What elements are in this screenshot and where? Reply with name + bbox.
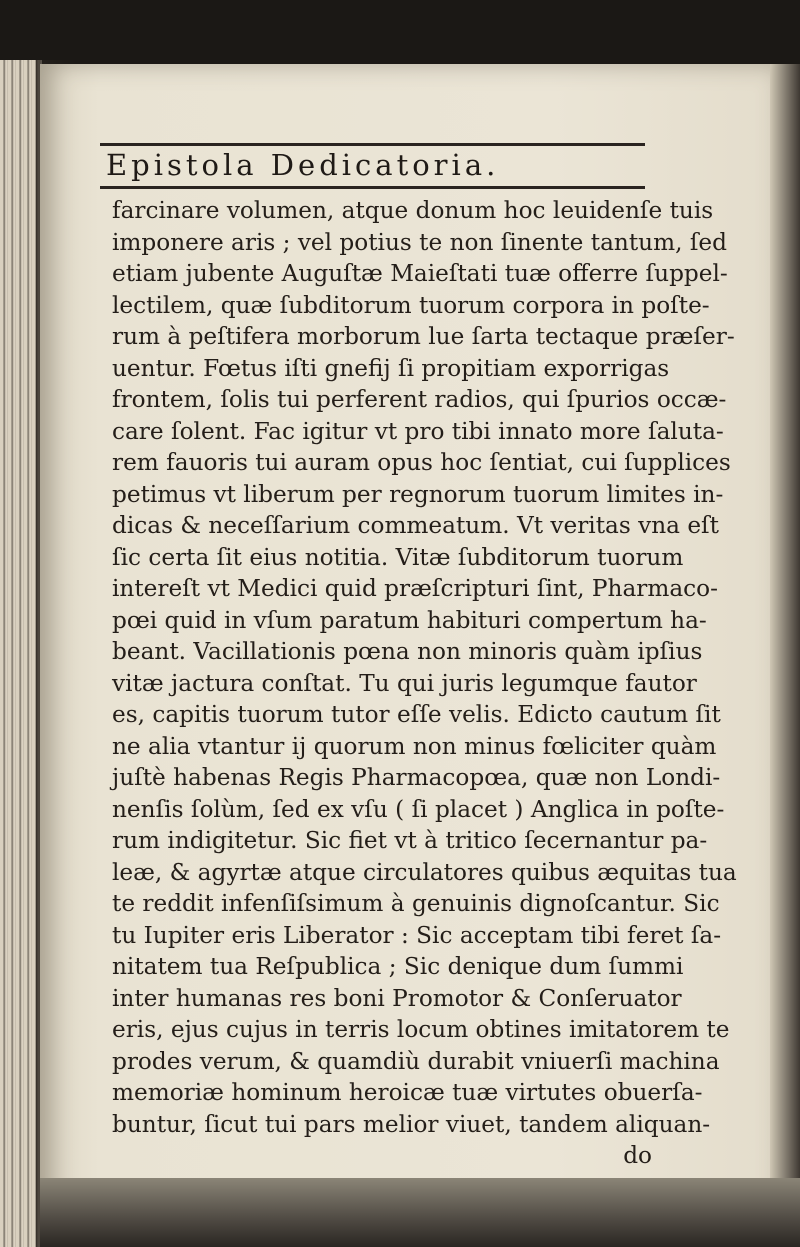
text-line: memoriæ hominum heroicæ tuæ virtutes obuerſa- xyxy=(112,1079,703,1106)
text-line: ne alia vtantur ij quorum non minus fœliciter quàm xyxy=(112,732,717,760)
text-line: rum indigitetur. Sic fiet vt à tritico ſecernantur pa- xyxy=(112,827,708,854)
text-line: es, capitis tuorum tutor eſſe velis. Edicto cautum ſit xyxy=(112,701,721,728)
text-line: care ſolent. Fac igitur vt pro tibi innato more ſaluta- xyxy=(112,417,724,445)
text-line: buntur, ſicut tui pars melior viuet, tandem aliquan- xyxy=(112,1110,711,1138)
page-edge-right xyxy=(770,64,800,1247)
text-line: tu Iupiter eris Liberator : Sic acceptam tibi feret ſa- xyxy=(112,921,722,949)
text-line: prodes verum, & quamdiù durabit vniuerſi machina xyxy=(112,1047,720,1075)
text-line: farcinare volumen, atque donum hoc leuidenſe tuis xyxy=(112,197,714,224)
text-line: vitæ jactura conſtat. Tu qui juris legumque fautor xyxy=(112,669,697,697)
text-line: uentur. Fœtus iſti gnefij ſi propitiam exporrigas xyxy=(112,354,670,382)
text-line: eris, ejus cujus in terris locum obtines imitatorem te xyxy=(112,1016,730,1043)
text-line: nenſis ſolùm, ſed ex vſu ( ſi placet ) Anglica in poſte- xyxy=(112,795,725,823)
text-line: rem fauoris tui auram opus hoc ſentiat, cui ſupplices xyxy=(112,449,731,476)
running-header: Epistola Dedicatoria. xyxy=(106,148,500,182)
text-line: ſic certa ſit eius notitia. Vitæ ſubditorum tuorum xyxy=(112,543,684,571)
text-line: etiam jubente Auguſtæ Maieſtati tuæ offerre ſuppel- xyxy=(112,260,728,287)
body-text xyxy=(112,195,737,1172)
text-line: imponere aris ; vel potius te non ſinente tantum, ſed xyxy=(112,228,727,256)
header-rule-top xyxy=(100,143,645,146)
text-line: inter humanas res boni Promotor & Conſeruator xyxy=(112,984,682,1012)
text-line: leæ, & agyrtæ atque circulatores quibus æquitas tua xyxy=(112,858,737,886)
text-line: beant. Vacillationis pœna non minoris quàm ipſius xyxy=(112,638,703,665)
text-line: petimus vt liberum per regnorum tuorum limites in- xyxy=(112,480,724,508)
text-line: frontem, ſolis tui perferent radios, qui ſpurios occæ- xyxy=(112,386,727,413)
text-line: lectilem, quæ ſubditorum tuorum corpora in poſte- xyxy=(112,291,710,319)
text-line: nitatem tua Reſpublica ; Sic denique dum ſummi xyxy=(112,953,684,980)
text-line: intereſt vt Medici quid præſcripturi ſint, Pharmaco- xyxy=(112,575,718,602)
header-rule-bottom xyxy=(100,186,645,189)
text-line: rum à peſtifera morborum lue ſarta tectaque præſer- xyxy=(112,323,735,350)
text-line: te reddit infenſiſsimum à genuinis dignoſcantur. Sic xyxy=(112,890,720,917)
binding-shadow-bottom xyxy=(40,1178,800,1247)
text-line: juſtè habenas Regis Pharmacopœa, quæ non Londi- xyxy=(112,764,721,791)
text-line: dicas & neceſſarium commeatum. Vt veritas vna eſt xyxy=(112,512,719,539)
text-line: pœi quid in vſum paratum habituri compertum ha- xyxy=(112,606,707,634)
catchword: do xyxy=(623,1142,652,1169)
